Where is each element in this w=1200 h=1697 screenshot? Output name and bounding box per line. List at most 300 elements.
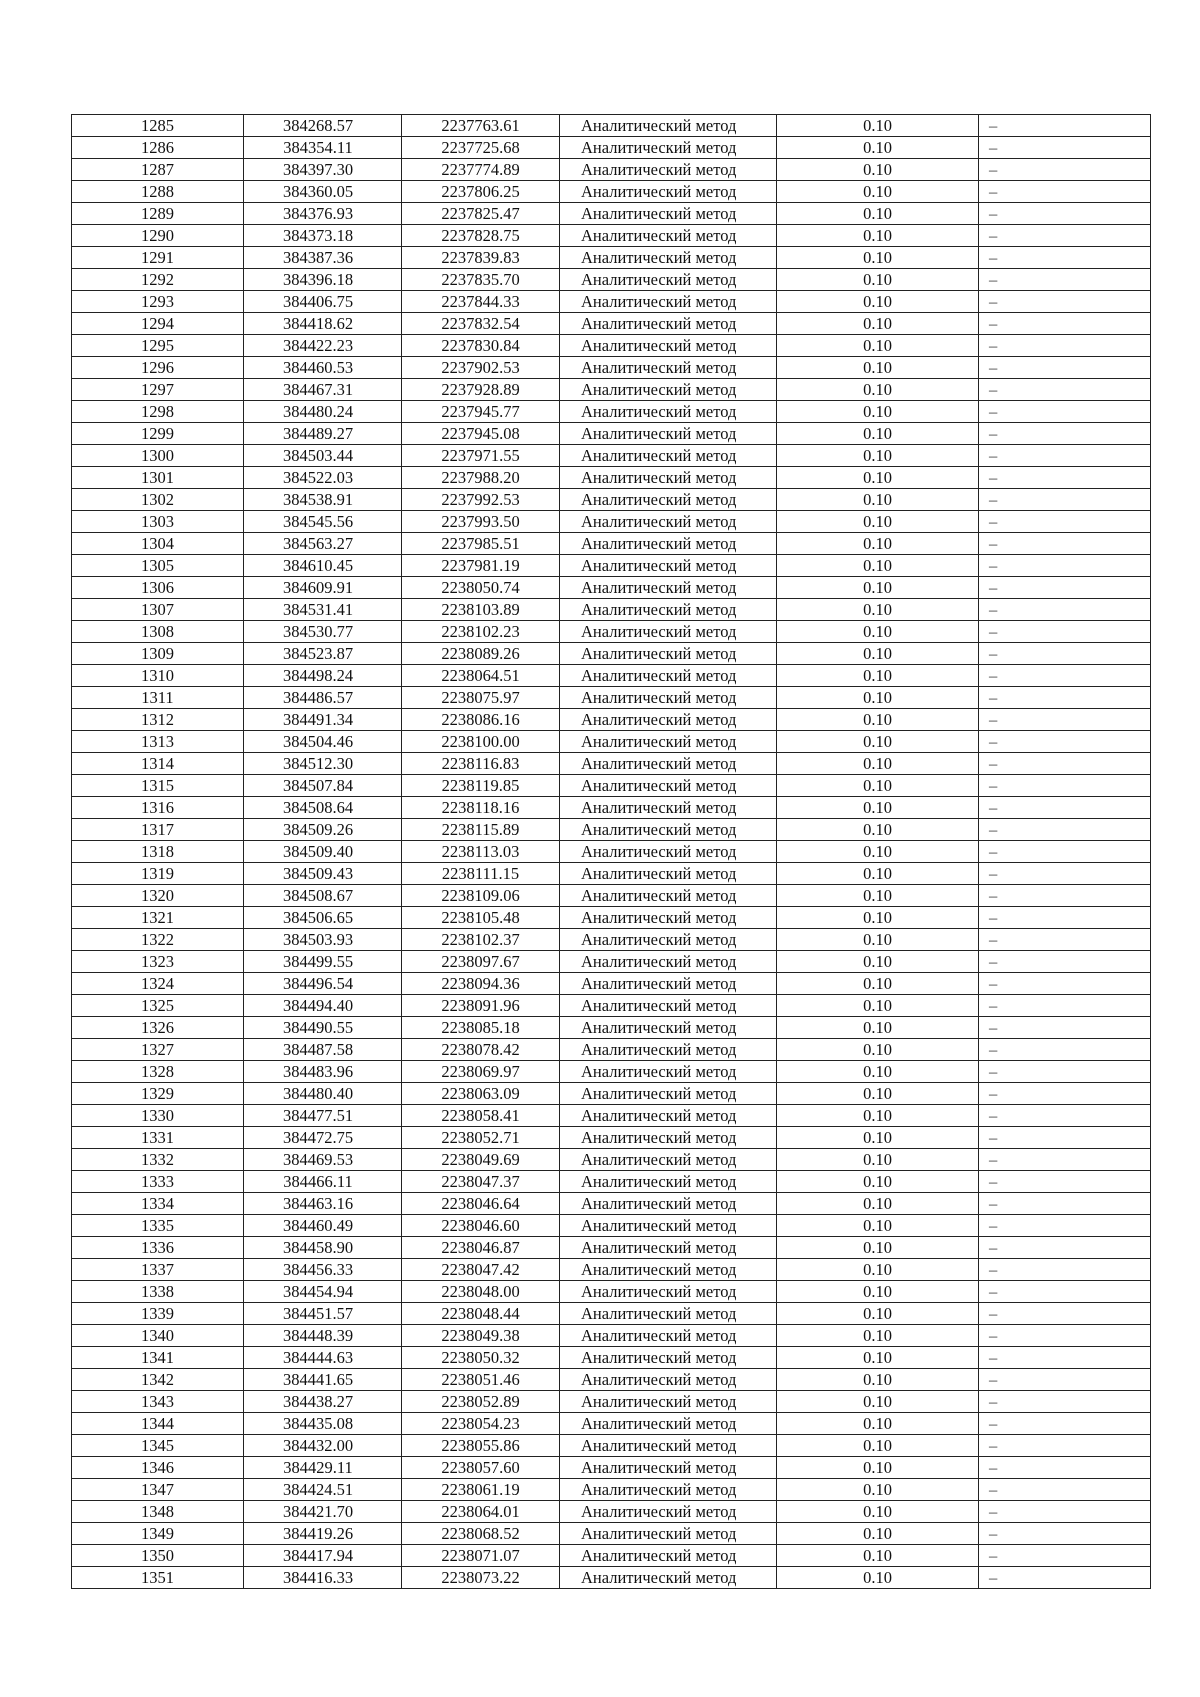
- method-cell: Аналитический метод: [560, 1215, 777, 1237]
- y-coordinate-cell: 2238063.09: [402, 1083, 560, 1105]
- y-coordinate-cell: 2237902.53: [402, 357, 560, 379]
- y-coordinate-cell: 2238097.67: [402, 951, 560, 973]
- table-row: [72, 1501, 1151, 1523]
- point-number-cell: 1327: [72, 1039, 244, 1061]
- table-row: [72, 313, 1151, 335]
- y-coordinate-cell: 2238111.15: [402, 863, 560, 885]
- precision-cell: 0.10: [777, 335, 979, 357]
- table-row: [72, 115, 1151, 137]
- x-coordinate-cell: [244, 1105, 402, 1127]
- y-coordinate-cell: 2238051.46: [402, 1369, 560, 1391]
- note-cell: –: [979, 1193, 1151, 1215]
- precision-cell: 0.10: [777, 291, 979, 313]
- table-row: [72, 643, 1151, 665]
- precision-cell: 0.10: [777, 753, 979, 775]
- point-number-cell: 1318: [72, 841, 244, 863]
- precision-cell: 0.10: [777, 115, 979, 137]
- x-coordinate-value: 384489.27: [282, 424, 354, 443]
- x-coordinate-cell: [244, 951, 402, 973]
- x-coordinate-value: 384435.08: [282, 1414, 354, 1433]
- x-coordinate-cell: [244, 291, 402, 313]
- x-coordinate-value: 384610.45: [282, 556, 354, 575]
- method-cell: Аналитический метод: [560, 731, 777, 753]
- note-cell: –: [979, 797, 1151, 819]
- table-row: [72, 687, 1151, 709]
- y-coordinate-cell: 2238100.00: [402, 731, 560, 753]
- y-coordinate-cell: 2238071.07: [402, 1545, 560, 1567]
- precision-cell: 0.10: [777, 1259, 979, 1281]
- table-row: [72, 247, 1151, 269]
- point-number-cell: 1296: [72, 357, 244, 379]
- note-cell: –: [979, 1237, 1151, 1259]
- y-coordinate-cell: 2237981.19: [402, 555, 560, 577]
- point-number-cell: 1343: [72, 1391, 244, 1413]
- x-coordinate-cell: [244, 577, 402, 599]
- point-number-cell: 1302: [72, 489, 244, 511]
- point-number-cell: 1291: [72, 247, 244, 269]
- note-cell: –: [979, 1215, 1151, 1237]
- y-coordinate-cell: 2238046.64: [402, 1193, 560, 1215]
- x-coordinate-cell: [244, 181, 402, 203]
- precision-cell: 0.10: [777, 1303, 979, 1325]
- y-coordinate-cell: 2238050.74: [402, 577, 560, 599]
- point-number-cell: 1295: [72, 335, 244, 357]
- x-coordinate-cell: [244, 929, 402, 951]
- point-number-cell: 1308: [72, 621, 244, 643]
- x-coordinate-value: 384503.93: [282, 930, 354, 949]
- x-coordinate-value: 384477.51: [282, 1106, 354, 1125]
- y-coordinate-cell: 2237725.68: [402, 137, 560, 159]
- point-number-cell: 1325: [72, 995, 244, 1017]
- y-coordinate-cell: 2238113.03: [402, 841, 560, 863]
- note-cell: –: [979, 159, 1151, 181]
- y-coordinate-cell: 2238064.51: [402, 665, 560, 687]
- point-number-cell: 1340: [72, 1325, 244, 1347]
- table-row: [72, 181, 1151, 203]
- method-cell: Аналитический метод: [560, 203, 777, 225]
- point-number-cell: 1293: [72, 291, 244, 313]
- y-coordinate-cell: 2237832.54: [402, 313, 560, 335]
- x-coordinate-cell: [244, 753, 402, 775]
- method-cell: Аналитический метод: [560, 951, 777, 973]
- note-cell: –: [979, 863, 1151, 885]
- y-coordinate-cell: 2238048.00: [402, 1281, 560, 1303]
- note-cell: –: [979, 929, 1151, 951]
- note-cell: –: [979, 1479, 1151, 1501]
- point-number-cell: 1307: [72, 599, 244, 621]
- x-coordinate-cell: [244, 533, 402, 555]
- table-row: [72, 555, 1151, 577]
- point-number-cell: 1287: [72, 159, 244, 181]
- precision-cell: 0.10: [777, 665, 979, 687]
- method-cell: Аналитический метод: [560, 665, 777, 687]
- method-cell: Аналитический метод: [560, 379, 777, 401]
- method-cell: Аналитический метод: [560, 775, 777, 797]
- x-coordinate-value: 384538.91: [282, 490, 354, 509]
- point-number-cell: 1322: [72, 929, 244, 951]
- y-coordinate-cell: 2238048.44: [402, 1303, 560, 1325]
- note-cell: –: [979, 379, 1151, 401]
- y-coordinate-cell: 2238050.32: [402, 1347, 560, 1369]
- precision-cell: 0.10: [777, 1567, 979, 1589]
- method-cell: Аналитический метод: [560, 643, 777, 665]
- precision-cell: 0.10: [777, 1545, 979, 1567]
- table-row: [72, 1039, 1151, 1061]
- y-coordinate-cell: 2238086.16: [402, 709, 560, 731]
- x-coordinate-value: 384444.63: [282, 1348, 354, 1367]
- x-coordinate-cell: [244, 335, 402, 357]
- precision-cell: 0.10: [777, 621, 979, 643]
- x-coordinate-cell: [244, 1149, 402, 1171]
- table-row: [72, 159, 1151, 181]
- x-coordinate-value: 384503.44: [282, 446, 354, 465]
- y-coordinate-cell: 2237945.08: [402, 423, 560, 445]
- x-coordinate-cell: [244, 1215, 402, 1237]
- x-coordinate-cell: [244, 489, 402, 511]
- table-row: [72, 335, 1151, 357]
- x-coordinate-value: 384454.94: [282, 1282, 354, 1301]
- precision-cell: 0.10: [777, 137, 979, 159]
- x-coordinate-cell: [244, 445, 402, 467]
- x-coordinate-cell: [244, 863, 402, 885]
- note-cell: –: [979, 1281, 1151, 1303]
- y-coordinate-cell: 2237835.70: [402, 269, 560, 291]
- x-coordinate-cell: [244, 1523, 402, 1545]
- point-number-cell: 1312: [72, 709, 244, 731]
- x-coordinate-value: 384397.30: [282, 160, 354, 179]
- x-coordinate-cell: [244, 687, 402, 709]
- method-cell: Аналитический метод: [560, 995, 777, 1017]
- point-number-cell: 1350: [72, 1545, 244, 1567]
- x-coordinate-value: 384448.39: [282, 1326, 354, 1345]
- table-row: [72, 577, 1151, 599]
- precision-cell: 0.10: [777, 1281, 979, 1303]
- point-number-cell: 1309: [72, 643, 244, 665]
- precision-cell: 0.10: [777, 687, 979, 709]
- method-cell: Аналитический метод: [560, 1523, 777, 1545]
- x-coordinate-value: 384523.87: [282, 644, 354, 663]
- point-number-cell: 1311: [72, 687, 244, 709]
- method-cell: Аналитический метод: [560, 1413, 777, 1435]
- point-number-cell: 1301: [72, 467, 244, 489]
- method-cell: Аналитический метод: [560, 1457, 777, 1479]
- note-cell: –: [979, 1413, 1151, 1435]
- method-cell: Аналитический метод: [560, 841, 777, 863]
- precision-cell: 0.10: [777, 181, 979, 203]
- y-coordinate-cell: 2237988.20: [402, 467, 560, 489]
- point-number-cell: 1324: [72, 973, 244, 995]
- note-cell: –: [979, 709, 1151, 731]
- precision-cell: 0.10: [777, 863, 979, 885]
- precision-cell: 0.10: [777, 775, 979, 797]
- precision-cell: 0.10: [777, 1149, 979, 1171]
- point-number-cell: 1285: [72, 115, 244, 137]
- x-coordinate-value: 384387.36: [282, 248, 354, 267]
- note-cell: –: [979, 1171, 1151, 1193]
- method-cell: Аналитический метод: [560, 555, 777, 577]
- note-cell: –: [979, 819, 1151, 841]
- precision-cell: 0.10: [777, 951, 979, 973]
- note-cell: –: [979, 203, 1151, 225]
- y-coordinate-cell: 2238055.86: [402, 1435, 560, 1457]
- point-number-cell: 1321: [72, 907, 244, 929]
- table-row: [72, 1303, 1151, 1325]
- point-number-cell: 1298: [72, 401, 244, 423]
- note-cell: –: [979, 599, 1151, 621]
- method-cell: Аналитический метод: [560, 819, 777, 841]
- x-coordinate-cell: [244, 1501, 402, 1523]
- point-number-cell: 1334: [72, 1193, 244, 1215]
- point-number-cell: 1299: [72, 423, 244, 445]
- note-cell: –: [979, 907, 1151, 929]
- x-coordinate-value: 384458.90: [282, 1238, 354, 1257]
- y-coordinate-cell: 2237844.33: [402, 291, 560, 313]
- precision-cell: 0.10: [777, 467, 979, 489]
- y-coordinate-cell: 2237993.50: [402, 511, 560, 533]
- precision-cell: 0.10: [777, 841, 979, 863]
- table-row: [72, 445, 1151, 467]
- x-coordinate-cell: [244, 423, 402, 445]
- table-row: [72, 1545, 1151, 1567]
- point-number-cell: 1326: [72, 1017, 244, 1039]
- table-row: [72, 357, 1151, 379]
- note-cell: –: [979, 1149, 1151, 1171]
- x-coordinate-cell: [244, 1237, 402, 1259]
- precision-cell: 0.10: [777, 731, 979, 753]
- method-cell: Аналитический метод: [560, 1259, 777, 1281]
- note-cell: –: [979, 1083, 1151, 1105]
- x-coordinate-cell: [244, 1325, 402, 1347]
- method-cell: Аналитический метод: [560, 401, 777, 423]
- x-coordinate-cell: [244, 555, 402, 577]
- y-coordinate-cell: 2238073.22: [402, 1567, 560, 1589]
- x-coordinate-value: 384460.53: [282, 358, 354, 377]
- precision-cell: 0.10: [777, 313, 979, 335]
- note-cell: –: [979, 951, 1151, 973]
- table-row: [72, 269, 1151, 291]
- table-row: [72, 291, 1151, 313]
- method-cell: Аналитический метод: [560, 1039, 777, 1061]
- method-cell: Аналитический метод: [560, 1017, 777, 1039]
- method-cell: Аналитический метод: [560, 1479, 777, 1501]
- x-coordinate-cell: [244, 1567, 402, 1589]
- precision-cell: 0.10: [777, 1523, 979, 1545]
- point-number-cell: 1341: [72, 1347, 244, 1369]
- note-cell: –: [979, 247, 1151, 269]
- point-number-cell: 1336: [72, 1237, 244, 1259]
- y-coordinate-cell: 2238085.18: [402, 1017, 560, 1039]
- precision-cell: 0.10: [777, 533, 979, 555]
- x-coordinate-cell: [244, 665, 402, 687]
- table-row: [72, 1347, 1151, 1369]
- x-coordinate-value: 384506.65: [282, 908, 354, 927]
- table-row: [72, 1193, 1151, 1215]
- method-cell: Аналитический метод: [560, 687, 777, 709]
- y-coordinate-cell: 2238068.52: [402, 1523, 560, 1545]
- table-row: [72, 929, 1151, 951]
- precision-cell: 0.10: [777, 929, 979, 951]
- precision-cell: 0.10: [777, 1237, 979, 1259]
- precision-cell: 0.10: [777, 973, 979, 995]
- y-coordinate-cell: 2238115.89: [402, 819, 560, 841]
- note-cell: –: [979, 1369, 1151, 1391]
- x-coordinate-cell: [244, 1347, 402, 1369]
- x-coordinate-cell: [244, 137, 402, 159]
- x-coordinate-value: 384480.40: [282, 1084, 354, 1103]
- x-coordinate-value: 384396.18: [282, 270, 354, 289]
- point-number-cell: 1313: [72, 731, 244, 753]
- point-number-cell: 1345: [72, 1435, 244, 1457]
- table-row: [72, 1281, 1151, 1303]
- x-coordinate-cell: [244, 1391, 402, 1413]
- method-cell: Аналитический метод: [560, 1237, 777, 1259]
- table-row: [72, 863, 1151, 885]
- method-cell: Аналитический метод: [560, 907, 777, 929]
- precision-cell: 0.10: [777, 1039, 979, 1061]
- table-row: [72, 1061, 1151, 1083]
- x-coordinate-cell: [244, 1017, 402, 1039]
- x-coordinate-value: 384441.65: [282, 1370, 354, 1389]
- point-number-cell: 1348: [72, 1501, 244, 1523]
- note-cell: –: [979, 1457, 1151, 1479]
- note-cell: –: [979, 643, 1151, 665]
- x-coordinate-value: 384419.26: [282, 1524, 354, 1543]
- x-coordinate-value: 384530.77: [282, 622, 354, 641]
- y-coordinate-cell: 2238116.83: [402, 753, 560, 775]
- x-coordinate-value: 384494.40: [282, 996, 354, 1015]
- x-coordinate-cell: [244, 511, 402, 533]
- y-coordinate-cell: 2237828.75: [402, 225, 560, 247]
- precision-cell: 0.10: [777, 643, 979, 665]
- y-coordinate-cell: 2238046.87: [402, 1237, 560, 1259]
- x-coordinate-value: 384496.54: [282, 974, 354, 993]
- precision-cell: 0.10: [777, 511, 979, 533]
- note-cell: –: [979, 137, 1151, 159]
- table-row: [72, 203, 1151, 225]
- y-coordinate-cell: 2237945.77: [402, 401, 560, 423]
- point-number-cell: 1335: [72, 1215, 244, 1237]
- x-coordinate-value: 384421.70: [282, 1502, 354, 1521]
- point-number-cell: 1347: [72, 1479, 244, 1501]
- method-cell: Аналитический метод: [560, 269, 777, 291]
- precision-cell: 0.10: [777, 1193, 979, 1215]
- method-cell: Аналитический метод: [560, 1347, 777, 1369]
- x-coordinate-value: 384490.55: [282, 1018, 354, 1037]
- precision-cell: 0.10: [777, 1105, 979, 1127]
- y-coordinate-cell: 2238094.36: [402, 973, 560, 995]
- note-cell: –: [979, 1545, 1151, 1567]
- precision-cell: 0.10: [777, 907, 979, 929]
- point-number-cell: 1292: [72, 269, 244, 291]
- y-coordinate-cell: 2238119.85: [402, 775, 560, 797]
- x-coordinate-value: 384508.67: [282, 886, 354, 905]
- x-coordinate-value: 384406.75: [282, 292, 354, 311]
- table-row: [72, 599, 1151, 621]
- point-number-cell: 1320: [72, 885, 244, 907]
- table-row: [72, 533, 1151, 555]
- point-number-cell: 1333: [72, 1171, 244, 1193]
- x-coordinate-value: 384487.58: [282, 1040, 354, 1059]
- table-row: [72, 225, 1151, 247]
- y-coordinate-cell: 2237985.51: [402, 533, 560, 555]
- x-coordinate-cell: [244, 1259, 402, 1281]
- x-coordinate-value: 384467.31: [282, 380, 354, 399]
- precision-cell: 0.10: [777, 1127, 979, 1149]
- x-coordinate-value: 384456.33: [282, 1260, 354, 1279]
- x-coordinate-value: 384422.23: [282, 336, 354, 355]
- precision-cell: 0.10: [777, 1413, 979, 1435]
- y-coordinate-cell: 2237839.83: [402, 247, 560, 269]
- y-coordinate-cell: 2238089.26: [402, 643, 560, 665]
- note-cell: –: [979, 973, 1151, 995]
- y-coordinate-cell: 2237830.84: [402, 335, 560, 357]
- point-number-cell: 1290: [72, 225, 244, 247]
- x-coordinate-value: 384486.57: [282, 688, 354, 707]
- y-coordinate-cell: 2238052.71: [402, 1127, 560, 1149]
- note-cell: –: [979, 489, 1151, 511]
- x-coordinate-value: 384509.40: [282, 842, 354, 861]
- table-row: [72, 379, 1151, 401]
- x-coordinate-value: 384438.27: [282, 1392, 354, 1411]
- y-coordinate-cell: 2238064.01: [402, 1501, 560, 1523]
- note-cell: –: [979, 1347, 1151, 1369]
- y-coordinate-cell: 2237971.55: [402, 445, 560, 467]
- y-coordinate-cell: 2237774.89: [402, 159, 560, 181]
- y-coordinate-cell: 2238102.37: [402, 929, 560, 951]
- x-coordinate-cell: [244, 1127, 402, 1149]
- method-cell: Аналитический метод: [560, 1193, 777, 1215]
- x-coordinate-cell: [244, 1457, 402, 1479]
- note-cell: –: [979, 885, 1151, 907]
- y-coordinate-cell: 2238061.19: [402, 1479, 560, 1501]
- method-cell: Аналитический метод: [560, 599, 777, 621]
- note-cell: –: [979, 995, 1151, 1017]
- point-number-cell: 1349: [72, 1523, 244, 1545]
- x-coordinate-value: 384480.24: [282, 402, 354, 421]
- precision-cell: 0.10: [777, 1215, 979, 1237]
- x-coordinate-value: 384609.91: [282, 578, 354, 597]
- table-row: [72, 709, 1151, 731]
- x-coordinate-cell: [244, 621, 402, 643]
- y-coordinate-cell: 2238069.97: [402, 1061, 560, 1083]
- note-cell: –: [979, 687, 1151, 709]
- point-number-cell: 1342: [72, 1369, 244, 1391]
- method-cell: Аналитический метод: [560, 1083, 777, 1105]
- note-cell: –: [979, 621, 1151, 643]
- table-row: [72, 1435, 1151, 1457]
- precision-cell: 0.10: [777, 423, 979, 445]
- x-coordinate-cell: [244, 357, 402, 379]
- x-coordinate-cell: [244, 1281, 402, 1303]
- precision-cell: 0.10: [777, 1479, 979, 1501]
- note-cell: –: [979, 1435, 1151, 1457]
- x-coordinate-value: 384512.30: [282, 754, 354, 773]
- table-row: [72, 1479, 1151, 1501]
- y-coordinate-cell: 2237763.61: [402, 115, 560, 137]
- precision-cell: 0.10: [777, 1325, 979, 1347]
- precision-cell: 0.10: [777, 1083, 979, 1105]
- method-cell: Аналитический метод: [560, 885, 777, 907]
- precision-cell: 0.10: [777, 1457, 979, 1479]
- note-cell: –: [979, 1567, 1151, 1589]
- method-cell: Аналитический метод: [560, 335, 777, 357]
- x-coordinate-cell: [244, 1303, 402, 1325]
- table-row: [72, 753, 1151, 775]
- x-coordinate-cell: [244, 885, 402, 907]
- table-row: [72, 467, 1151, 489]
- y-coordinate-cell: 2238047.42: [402, 1259, 560, 1281]
- x-coordinate-value: 384424.51: [282, 1480, 354, 1499]
